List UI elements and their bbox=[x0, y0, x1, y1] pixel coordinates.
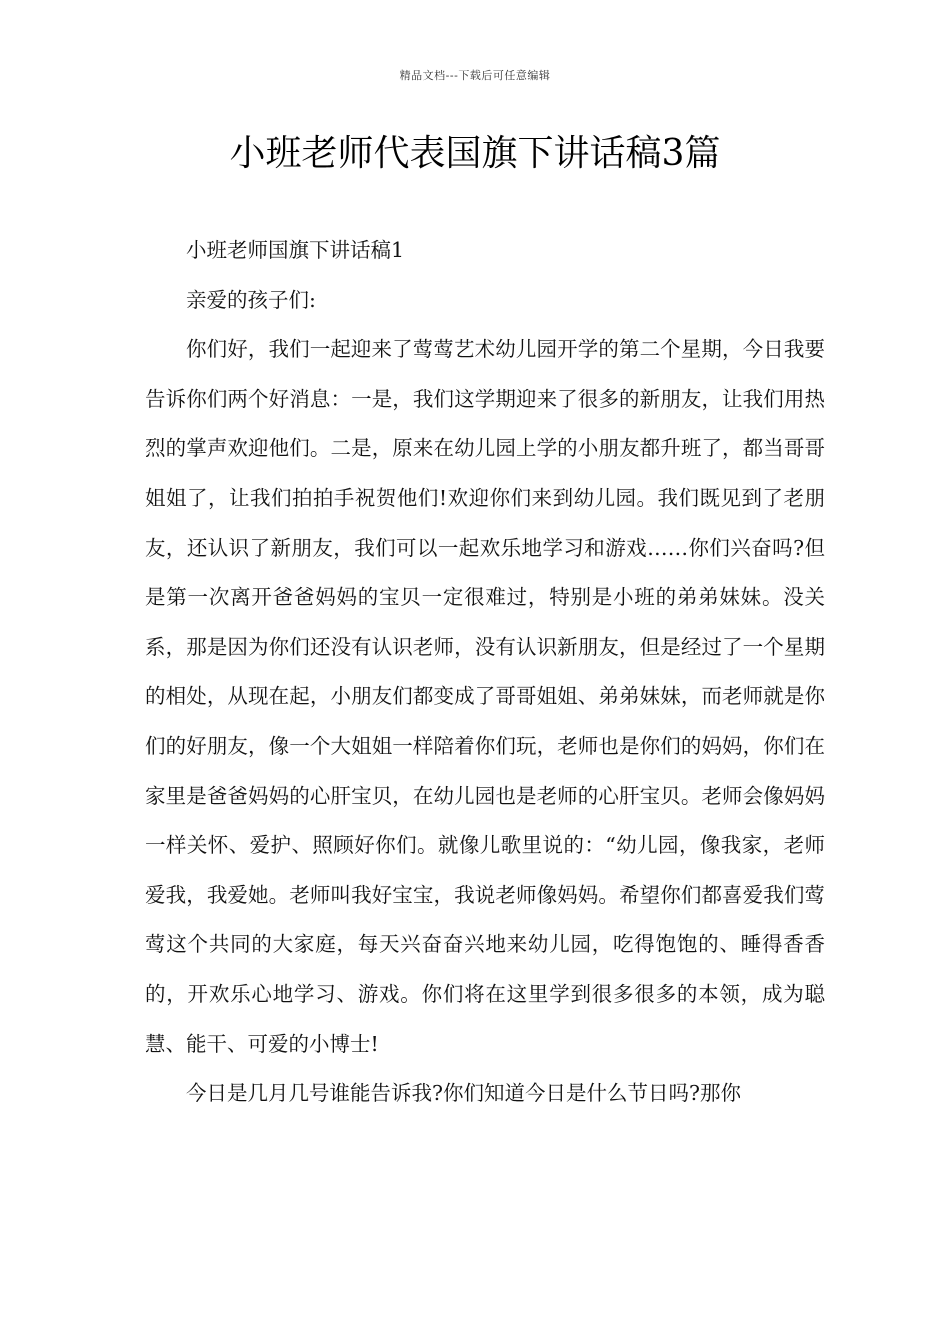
document-body bbox=[145, 226, 825, 1119]
section-heading: 小班老师国旗下讲话稿1 bbox=[186, 238, 405, 262]
salutation: 亲爱的孩子们: bbox=[186, 287, 316, 312]
header-note: 精品文档---下载后可任意编辑 bbox=[399, 69, 551, 82]
body-paragraph: 今日是几月几号谁能告诉我?你们知道今日是什么节日吗?那你 bbox=[186, 1081, 741, 1106]
document-title: 小班老师代表国旗下讲话稿3篇 bbox=[229, 133, 721, 174]
body-paragraph: 你们好，我们一起迎来了莺莺艺术幼儿园开学的第二个星期，今日我要告诉你们两个好消息：一是，我们这学期迎来了很多的新朋友，让我们用热烈的掌声欢迎他们。二是，原来在幼儿园上学的小朋友都升班了，都当哥哥姐姐了，让我们拍拍手祝贺他们!欢迎你们来到幼儿园。我们既见到了老朋友，还认识了新朋友，我们可以一起欢乐地学习和游戏……你们兴奋吗?但是第一次离开爸爸妈妈的宝贝一定很难过，特别是小班的弟弟妹妹。没关系，那是因为你们还没有认识老师，没有认识新朋友，但是经过了一个星期的相处，从现在起，小朋友们都变成了哥哥姐姐、弟弟妹妹，而老师就是你们的好朋友，像一个大姐姐一样陪着你们玩，老师也是你们的妈妈，你们在家里是爸爸妈妈的心肝宝贝，在幼儿园也是老师的心肝宝贝。老师会像妈妈一样关怀、爱护、照顾好你们。就像儿歌里说的：“幼儿园，像我家，老师爱我，我爱她。老师叫我好宝宝，我说老师像妈妈。希望你们都喜爱我们莺莺这个共同的大家庭，每天兴奋奋兴地来幼儿园，吃得饱饱的、睡得香香的，开欢乐心地学习、游戏。你们将在这里学到很多很多的本领，成为聪慧、能干、可爱的小博士! bbox=[145, 337, 825, 1056]
